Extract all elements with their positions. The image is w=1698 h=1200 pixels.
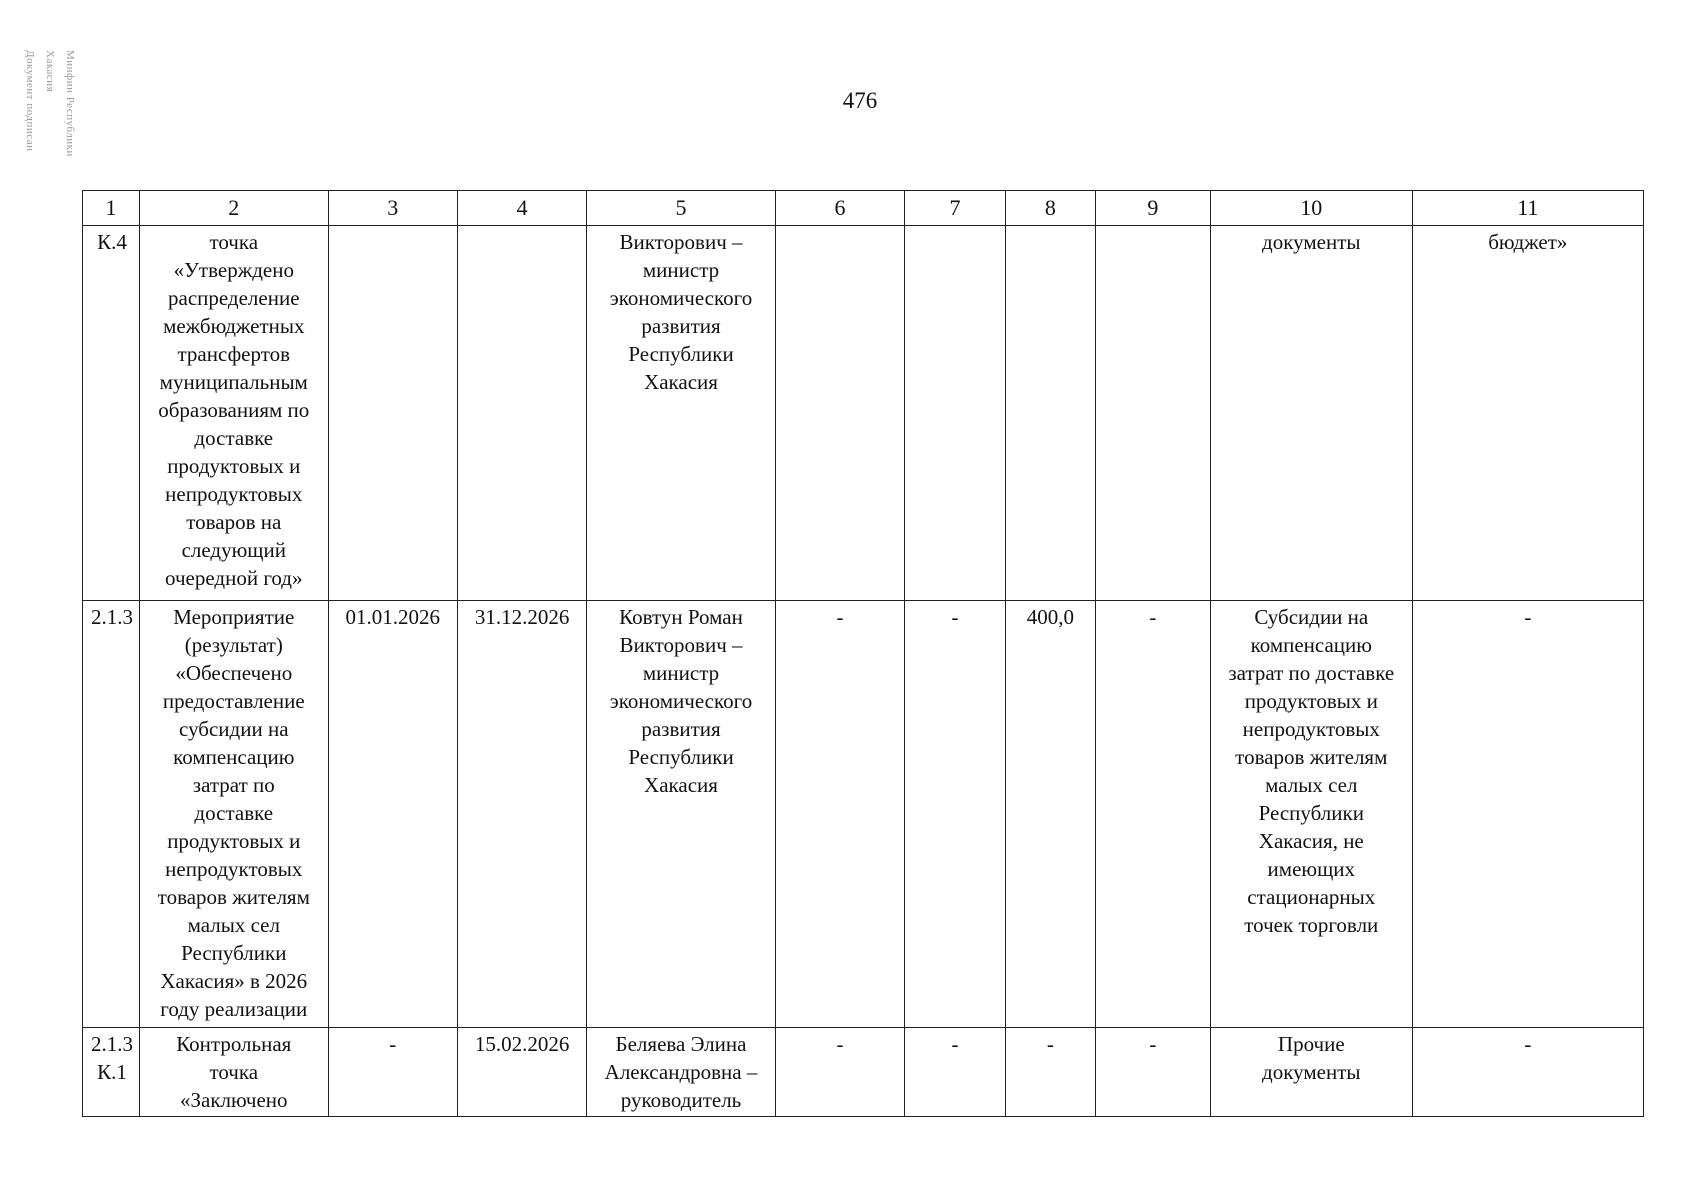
cell-text: 2.1.3 К.1 (91, 1032, 133, 1084)
table-cell-number (83, 1028, 140, 1117)
table-cell-col8 (1005, 1028, 1095, 1117)
table-cell-col7 (905, 226, 1006, 601)
header-cell: 3 (328, 191, 457, 226)
table-cell-col6 (775, 226, 904, 601)
table-cell-col9 (1095, 1028, 1210, 1117)
table-cell-col7 (905, 1028, 1006, 1117)
cell-text: 15.02.2026 (474, 1032, 570, 1056)
cell-text: - (951, 605, 959, 629)
header-cell: 6 (775, 191, 904, 226)
cell-text: Мероприятие (результат) «Обеспечено предоставление субсидии на компенсацию затрат по доставке продуктовых и непродуктовых товаров жителям малых сел Республики Хакасия» в 2026 году реализации (157, 605, 310, 1021)
cell-text: - (389, 1032, 397, 1056)
cell-text: - (951, 1032, 959, 1056)
cell-text: 01.01.2026 (345, 605, 440, 629)
header-cell: 10 (1210, 191, 1412, 226)
table-cell-start-date (328, 226, 457, 601)
header-cell: 7 (905, 191, 1006, 226)
margin-stamp-line: Документ подписан (24, 50, 36, 152)
cell-text: Субсидии на компенсацию затрат по доставке продуктовых и непродуктовых товаров жителям малых сел Республики Хакасия, не имеющих стационарных точек торговли (1228, 605, 1395, 937)
cell-text: 400,0 (1026, 605, 1075, 629)
page-number: 476 (842, 88, 878, 113)
cell-text: - (1046, 1032, 1054, 1056)
table-cell-document (1210, 226, 1412, 601)
cell-text: - (1524, 1032, 1532, 1056)
cell-text: - (1524, 605, 1532, 629)
table-cell-col7 (905, 601, 1006, 1028)
table-cell-col6 (775, 601, 904, 1028)
table-cell-col8 (1005, 601, 1095, 1028)
table-cell-col9 (1095, 601, 1210, 1028)
cell-text: 2.1.3 (91, 605, 133, 629)
table-cell-responsible (587, 1028, 776, 1117)
cell-text: Контрольная точка «Заключено (176, 1032, 292, 1112)
header-cell: 4 (457, 191, 586, 226)
table-cell-end-date (457, 226, 586, 601)
table-cell-name (140, 601, 329, 1028)
table-cell-start-date (328, 601, 457, 1028)
table-cell-document (1210, 1028, 1412, 1117)
table-cell-col8 (1005, 226, 1095, 601)
table-cell-start-date (328, 1028, 457, 1117)
margin-stamp-line: Минфин Республики (64, 50, 76, 157)
table-cell-number (83, 601, 140, 1028)
cell-text: - (836, 1032, 844, 1056)
table-cell-name (140, 1028, 329, 1117)
table-cell-end-date (457, 601, 586, 1028)
cell-text: Ковтун Роман Викторович – министр экономического развития Республики Хакасия (609, 605, 753, 797)
cell-text: бюджет» (1488, 230, 1568, 254)
table-cell-document (1210, 601, 1412, 1028)
cell-text: 31.12.2026 (474, 605, 570, 629)
table-cell-name (140, 226, 329, 601)
table-cell-col6 (775, 1028, 904, 1117)
table-cell-col11 (1412, 226, 1643, 601)
header-cell: 2 (140, 191, 329, 226)
cell-text: точка «Утверждено распределение межбюджетных трансфертов муниципальным образованиям по доставке продуктовых и непродуктовых товаров на следующий очередной год» (158, 230, 310, 590)
header-cell: 5 (587, 191, 776, 226)
table-cell-col11 (1412, 601, 1643, 1028)
header-cell: 11 (1412, 191, 1643, 226)
header-cell: 8 (1005, 191, 1095, 226)
document-table (82, 190, 1644, 1117)
cell-text: Беляева Элина Александровна – руководитель (604, 1032, 758, 1112)
cell-text: - (1149, 605, 1157, 629)
cell-text: Викторович – министр экономического развития Республики Хакасия (609, 230, 753, 394)
cell-text: - (1149, 1032, 1157, 1056)
table-cell-end-date (457, 1028, 586, 1117)
cell-text: документы (1262, 230, 1361, 254)
header-cell: 1 (83, 191, 140, 226)
cell-text: К.4 (97, 230, 127, 254)
table-row (83, 226, 1644, 601)
table-cell-number (83, 226, 140, 601)
margin-stamp-line: Хакасия (44, 50, 56, 93)
table-cell-col9 (1095, 226, 1210, 601)
table-cell-col11 (1412, 1028, 1643, 1117)
table-cell-responsible (587, 601, 776, 1028)
cell-text: Прочие документы (1262, 1032, 1361, 1084)
table-row (83, 1028, 1644, 1117)
cell-text: - (836, 605, 844, 629)
header-row (83, 191, 1644, 226)
table-row (83, 601, 1644, 1028)
header-cell: 9 (1095, 191, 1210, 226)
table-cell-responsible (587, 226, 776, 601)
